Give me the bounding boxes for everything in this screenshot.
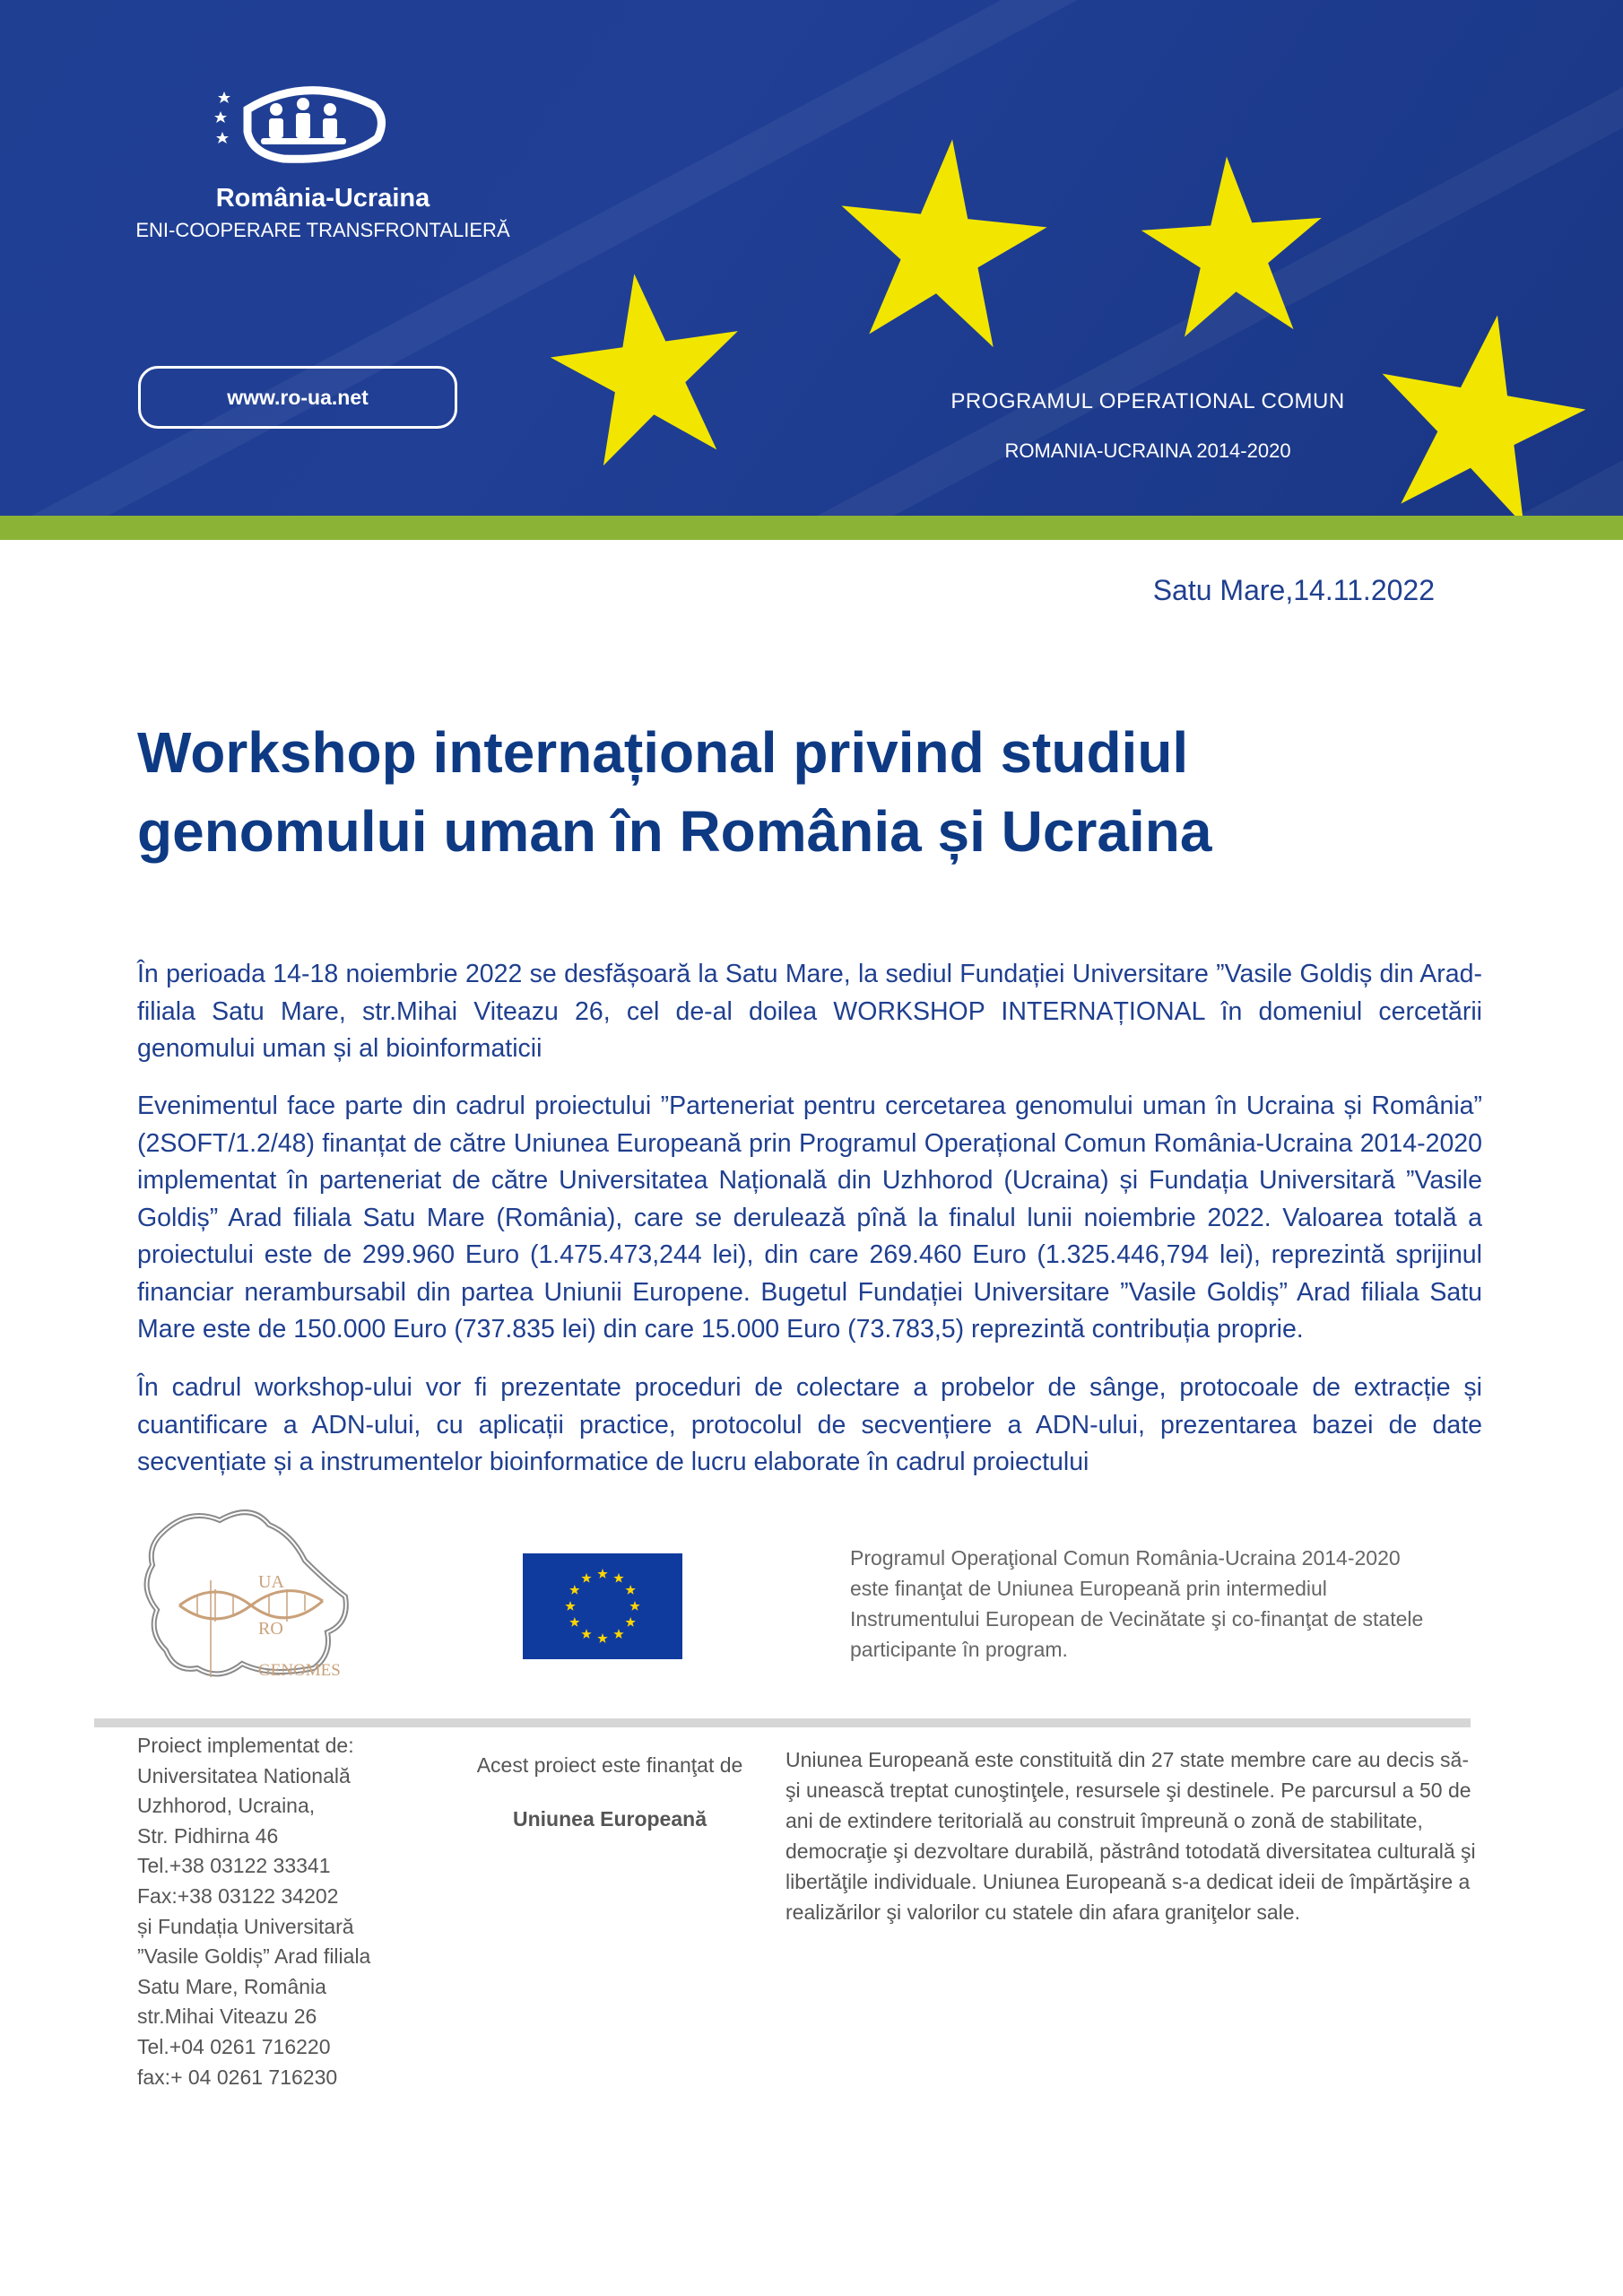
header-banner	[0, 0, 1623, 540]
ro-ua-logo-icon	[212, 83, 391, 172]
paragraph-1: În perioada 14-18 noiembrie 2022 se desfășoară la Satu Mare, la sediul Fundației Universitare ”Vasile Goldiș din Arad-filiala Satu Mare, str.Mihai Viteazu 26, cel de-al doilea WORKSHOP INTERNAȚIONAL în domeniul cercetării genomului uman și al bioinformaticii	[137, 960, 1482, 1063]
genome-logo-ro: RO	[258, 1619, 283, 1639]
ua-ro-genomes-logo	[135, 1498, 359, 1691]
page-title: Workshop internațional privind studiul genomului uman în România și Ucraina	[137, 720, 1212, 864]
website-label: www.ro-ua.net	[227, 385, 369, 409]
impl-line: Fax:+38 03122 34202	[137, 1883, 339, 1908]
implementing-partners	[137, 1731, 433, 2092]
financed-by-label: Acest proiect este finanţat de	[476, 1753, 743, 1777]
green-divider	[0, 516, 1623, 540]
genome-logo-genomes: GENOMES	[258, 1661, 341, 1680]
impl-line: Tel.+38 03122 33341	[137, 1854, 331, 1878]
genome-logo-ua: UA	[258, 1572, 284, 1592]
paragraph-2: Evenimentul face parte din cadrul proiectului ”Parteneriat pentru cercetarea genomului uman în Ucraina și România” (2SOFT/1.2/48) finanțat de către Uniunea Europeană prin Programul Operațional Comun România-Ucraina 2014-2020 implementat în parteneriat de către Universitatea Națională din Uzhhorod (Ucraina) și Fundația Universitară ”Vasile Goldiș” Arad filiala Satu Mare (România), care se derulează pînă la finalul lunii noiembrie 2022. Valoarea totală a proiectului este de 299.960 Euro (1.475.473,244 lei), din care 269.460 Euro (1.325.446,794 lei), reprezintă sprijinul financiar nerambursabil din partea Uniunii Europene. Bugetul Fundației Universitare ”Vasile Goldiș” Arad filiala Satu Mare este de 150.000 Euro (737.835 lei) din care 15.000 Euro (73.783,5) reprezintă contribuția proprie.	[137, 1091, 1482, 1344]
eu-flag-icon	[523, 1553, 682, 1659]
star-icon	[1139, 152, 1327, 341]
org-subtitle: ENI-COOPERARE TRANSFRONTALIERĂ	[135, 219, 510, 241]
website-link[interactable]	[138, 366, 457, 429]
footer-separator	[94, 1718, 1471, 1727]
star-icon	[549, 269, 746, 466]
org-name: România-Ucraina	[215, 184, 430, 213]
impl-line: Uzhhorod, Ucraina,	[137, 1794, 316, 1818]
impl-line: Universitatea Natională	[137, 1763, 351, 1787]
paragraph-3: În cadrul workshop-ului vor fi prezentate proceduri de colectare a probelor de sânge, protocoale de extracție și cuantificare a ADN-ului, cu aplicații practice, protocolul de secvențiere a ADN-ului, prezentarea bazei de date secvențiate și a instrumentelor bioinformatice de lucru elaborate în cadrul proiectului	[137, 1373, 1482, 1476]
funding-note: Programul Operaţional Comun România-Ucraina 2014-2020 este finanţat de Uniunea Europeană prin intermediul Instrumentului European de Vecinătate şi co-finanţat de statele participante în program.	[850, 1546, 1424, 1661]
impl-line: fax:+ 04 0261 716230	[137, 2065, 338, 2089]
eu-description: Uniunea Europeană este constituită din 27 state membre care au decis să-şi unească treptat cunoştinţele, resursele şi destinele. Pe parcursul a 50 de ani de extindere teritorială au construit împreună o zonă de stabilitate, democraţie şi dezvoltare durabilă, păstrând totodată diversitatea culturală şi libertăţile individuale. Uniunea Europeană s-a dedicat ideii de împărtăşire a realizărilor şi valorilor cu statele din afara graniţelor sale.	[785, 1748, 1476, 1924]
impl-line: ”Vasile Goldiș” Arad filiala	[137, 1944, 371, 1969]
impl-line: Satu Mare, România	[137, 1974, 326, 1998]
program-title-line2: ROMANIA-UCRAINA 2014-2020	[1004, 439, 1291, 462]
impl-line: str.Mihai Viteazu 26	[137, 2005, 317, 2029]
document-date: Satu Mare,14.11.2022	[1152, 574, 1435, 606]
program-title-line1: PROGRAMUL OPERATIONAL COMUN	[950, 389, 1345, 413]
financed-by-eu: Uniunea Europeană	[513, 1807, 707, 1831]
impl-line: și Fundația Universitară	[137, 1914, 354, 1938]
impl-line: Tel.+04 0261 716220	[137, 2034, 331, 2058]
impl-line: Str. Pidhirna 46	[137, 1823, 279, 1848]
star-icon	[1372, 309, 1587, 525]
impl-line: Proiect implementat de:	[137, 1734, 354, 1757]
star-icon	[834, 135, 1049, 350]
